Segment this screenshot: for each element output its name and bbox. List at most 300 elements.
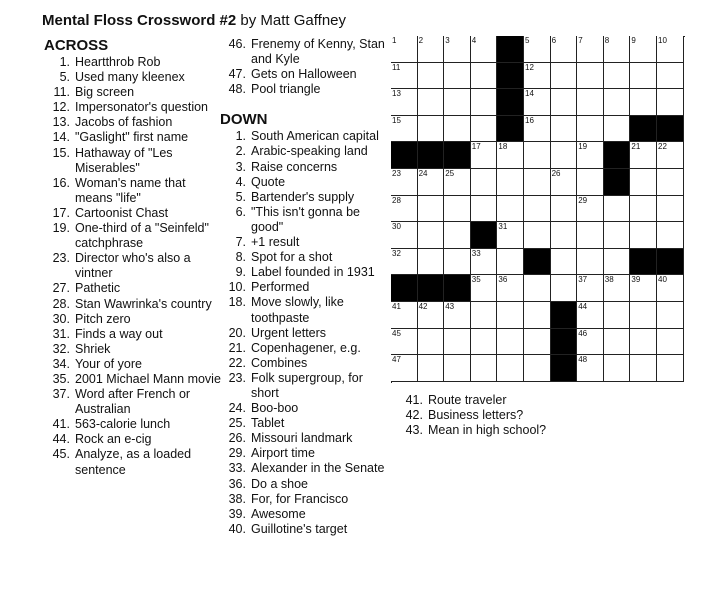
across-clue — [220, 37, 390, 67]
down-clue — [220, 160, 390, 175]
grid-cell[interactable] — [551, 36, 578, 63]
clue-number: 10. — [228, 280, 246, 295]
clue-text: Pathetic — [75, 281, 121, 296]
across-clue — [44, 312, 224, 327]
grid-cell[interactable] — [497, 222, 524, 249]
grid-cell[interactable] — [604, 222, 631, 249]
grid-cell[interactable] — [577, 169, 604, 196]
grid-cell[interactable] — [604, 116, 631, 143]
down-clue — [397, 423, 597, 438]
clue-column-3 — [397, 393, 597, 438]
grid-cell[interactable] — [657, 89, 684, 116]
grid-cell[interactable] — [391, 355, 418, 382]
grid-cell[interactable] — [577, 249, 604, 276]
grid-cell[interactable] — [657, 169, 684, 196]
grid-cell[interactable] — [524, 222, 551, 249]
grid-cell[interactable] — [657, 63, 684, 90]
grid-cell[interactable] — [418, 169, 445, 196]
grid-cell[interactable] — [630, 36, 657, 63]
black-square — [471, 222, 498, 249]
across-clue — [44, 417, 224, 432]
black-square — [444, 142, 471, 169]
grid-cell[interactable] — [471, 355, 498, 382]
black-square — [497, 36, 524, 63]
across-clue — [44, 297, 224, 312]
grid-cell[interactable] — [444, 302, 471, 329]
grid-cell[interactable] — [444, 36, 471, 63]
across-clue — [44, 387, 224, 417]
clue-text: Heartthrob Rob — [75, 55, 161, 69]
cell-number: 19 — [578, 142, 588, 152]
cell-number: 3 — [445, 36, 450, 45]
grid-cell[interactable] — [418, 302, 445, 329]
grid-cell[interactable] — [471, 302, 498, 329]
grid-cell[interactable] — [471, 63, 498, 90]
clue-number: 22. — [228, 355, 246, 370]
grid-cell[interactable] — [657, 355, 684, 382]
clue-text: Cartoonist Chast — [75, 205, 169, 220]
black-square — [657, 249, 684, 276]
clue-number: 13. — [52, 115, 70, 130]
grid-cell[interactable] — [657, 302, 684, 329]
down-clue — [220, 371, 390, 401]
grid-cell[interactable] — [391, 222, 418, 249]
clue-number: 42. — [405, 408, 423, 423]
down-clue — [397, 393, 597, 408]
clue-number: 29. — [228, 446, 246, 461]
grid-cell[interactable] — [604, 249, 631, 276]
grid-cell[interactable] — [418, 249, 445, 276]
across-clue — [44, 357, 224, 372]
grid-cell[interactable] — [497, 169, 524, 196]
cell-number: 37 — [578, 275, 588, 285]
clue-number: 3. — [235, 159, 246, 174]
grid-cell[interactable] — [524, 329, 551, 356]
cell-number: 4 — [471, 36, 477, 45]
black-square — [444, 275, 471, 302]
clue-number: 25. — [228, 416, 246, 431]
across-heading: ACROSS — [44, 37, 109, 54]
across-clue — [44, 130, 224, 145]
clue-number: 2. — [235, 144, 246, 159]
clue-text: Urgent letters — [251, 325, 327, 340]
grid-cell[interactable] — [604, 302, 631, 329]
grid-cell[interactable] — [630, 196, 657, 223]
clue-number: 31. — [52, 326, 70, 341]
grid-cell[interactable] — [630, 302, 657, 329]
grid-cell[interactable] — [577, 116, 604, 143]
grid-cell[interactable] — [418, 89, 445, 116]
grid-cell[interactable] — [630, 89, 657, 116]
grid-cell[interactable] — [524, 196, 551, 223]
cell-number: 18 — [498, 142, 508, 152]
across-clue — [44, 372, 224, 387]
grid-cell[interactable] — [577, 63, 604, 90]
grid-cell[interactable] — [524, 302, 551, 329]
cell-number: 15 — [392, 115, 401, 125]
grid-cell[interactable] — [657, 142, 684, 169]
cell-number: 29 — [578, 195, 588, 205]
cell-number: 41 — [392, 302, 401, 311]
across-clue — [220, 82, 390, 97]
down-clue — [220, 356, 390, 371]
grid-cell[interactable] — [471, 142, 498, 169]
down-clue — [220, 477, 390, 492]
clue-text: Do a shoe — [251, 476, 308, 491]
grid-cell[interactable] — [471, 249, 498, 276]
grid-cell[interactable] — [551, 63, 578, 90]
grid-cell[interactable] — [418, 329, 445, 356]
clue-text: Business letters? — [428, 408, 524, 423]
grid-cell[interactable] — [444, 355, 471, 382]
grid-cell[interactable] — [497, 302, 524, 329]
cell-number: 9 — [631, 36, 636, 45]
black-square — [418, 275, 445, 302]
clue-text: Stan Wawrinka's country — [75, 296, 212, 311]
down-clue-list — [220, 129, 390, 537]
down-clue — [220, 401, 390, 416]
across-column-1 — [44, 37, 224, 478]
cell-number: 25 — [445, 169, 455, 178]
grid-cell[interactable] — [630, 275, 657, 302]
grid-cell[interactable] — [604, 36, 631, 63]
grid-cell[interactable] — [657, 222, 684, 249]
clue-text: Awesome — [251, 506, 306, 521]
clue-number: 40. — [228, 521, 246, 536]
clue-number: 18. — [228, 295, 246, 310]
grid-cell[interactable] — [551, 275, 578, 302]
grid-cell[interactable] — [444, 249, 471, 276]
grid-cell[interactable] — [471, 36, 498, 63]
clue-text: Performed — [251, 280, 310, 295]
cell-number: 21 — [631, 142, 641, 152]
cell-number: 43 — [445, 302, 455, 311]
grid-cell[interactable] — [551, 249, 578, 276]
across-clue — [44, 206, 224, 221]
cell-number: 1 — [392, 36, 397, 45]
cell-number: 46 — [578, 328, 588, 338]
clue-number: 43. — [405, 423, 423, 438]
grid-cell[interactable] — [577, 142, 604, 169]
cell-number: 38 — [604, 275, 614, 285]
clue-number: 30. — [52, 311, 70, 326]
grid-cell[interactable] — [497, 355, 524, 382]
down-clue — [220, 341, 390, 356]
grid-cell[interactable] — [391, 196, 418, 223]
grid-cell[interactable] — [444, 63, 471, 90]
grid-cell[interactable] — [577, 222, 604, 249]
clue-number: 14. — [52, 130, 70, 145]
clue-number: 24. — [228, 401, 246, 416]
clue-text: Woman's name that means "life" — [75, 175, 186, 205]
clue-text: Your of yore — [75, 356, 142, 371]
grid-cell[interactable] — [418, 196, 445, 223]
clue-text: Bartender's supply — [251, 189, 355, 204]
black-square — [551, 302, 578, 329]
clue-number: 46. — [228, 37, 246, 51]
grid-cell[interactable] — [497, 329, 524, 356]
clue-text: Impersonator's question — [75, 100, 209, 115]
grid-cell[interactable] — [391, 329, 418, 356]
across-clue-list-continued — [220, 37, 390, 97]
cell-number: 35 — [471, 275, 481, 285]
grid-cell[interactable] — [551, 142, 578, 169]
puzzle-title — [42, 12, 346, 29]
clue-text: Gets on Halloween — [251, 67, 357, 82]
cell-number: 16 — [525, 115, 534, 125]
grid-cell[interactable] — [444, 89, 471, 116]
grid-cell[interactable] — [657, 196, 684, 223]
clue-number: 11. — [53, 85, 70, 100]
grid-cell[interactable] — [524, 116, 551, 143]
grid-cell[interactable] — [418, 116, 445, 143]
grid-cell[interactable] — [577, 89, 604, 116]
down-clue — [220, 144, 390, 159]
clue-number: 47. — [228, 67, 246, 82]
clue-number: 9. — [235, 265, 246, 280]
clue-text: Mean in high school? — [428, 423, 547, 438]
clue-number: 6. — [235, 204, 246, 219]
clue-text: Route traveler — [428, 393, 507, 407]
grid-cell[interactable] — [524, 36, 551, 63]
grid-cell[interactable] — [551, 89, 578, 116]
grid-cell[interactable] — [577, 355, 604, 382]
grid-cell[interactable] — [577, 302, 604, 329]
down-clue — [220, 235, 390, 250]
grid-cell[interactable] — [551, 222, 578, 249]
black-square — [524, 249, 551, 276]
down-clue — [220, 129, 390, 144]
clue-number: 17. — [52, 205, 70, 220]
down-clue — [220, 280, 390, 295]
clue-number: 26. — [228, 431, 246, 446]
grid-cell[interactable] — [630, 63, 657, 90]
clue-text: Big screen — [75, 85, 135, 100]
clue-text: Shriek — [75, 341, 111, 356]
black-square — [604, 142, 631, 169]
clue-text: Folk supergroup, for short — [251, 370, 363, 400]
across-clue — [44, 70, 224, 85]
clue-number: 16. — [52, 175, 70, 190]
grid-cell[interactable] — [630, 169, 657, 196]
across-clue — [220, 67, 390, 82]
grid-cell[interactable] — [657, 275, 684, 302]
title-author: by Matt Gaffney — [240, 12, 346, 29]
grid-cell[interactable] — [604, 275, 631, 302]
cell-number: 13 — [392, 89, 401, 99]
black-square — [630, 249, 657, 276]
grid-cell[interactable] — [604, 63, 631, 90]
grid-cell[interactable] — [444, 169, 471, 196]
grid-cell[interactable] — [630, 142, 657, 169]
cell-number: 36 — [498, 275, 508, 285]
grid-cell[interactable] — [444, 222, 471, 249]
across-clue — [44, 55, 224, 70]
grid-cell[interactable] — [391, 302, 418, 329]
grid-cell[interactable] — [524, 169, 551, 196]
across-clue — [44, 100, 224, 115]
grid-cell[interactable] — [418, 63, 445, 90]
grid-cell[interactable] — [630, 355, 657, 382]
clue-text: 2001 Michael Mann movie — [75, 371, 221, 386]
across-clue — [44, 176, 224, 206]
clue-text: "Gaslight" first name — [75, 130, 189, 145]
down-clue — [220, 190, 390, 205]
down-clue — [397, 408, 597, 423]
grid-cell[interactable] — [524, 355, 551, 382]
grid-cell[interactable] — [577, 275, 604, 302]
grid-cell[interactable] — [604, 329, 631, 356]
cell-number: 11 — [392, 62, 401, 72]
clue-number: 45. — [52, 447, 70, 462]
clue-text: Rock an e-cig — [75, 432, 152, 447]
down-clue — [220, 416, 390, 431]
grid-cell[interactable] — [630, 222, 657, 249]
grid-cell[interactable] — [497, 275, 524, 302]
grid-cell[interactable] — [471, 169, 498, 196]
cell-number: 8 — [604, 36, 610, 45]
grid-cell[interactable] — [604, 89, 631, 116]
grid-cell[interactable] — [577, 329, 604, 356]
clue-number: 7. — [235, 235, 246, 250]
grid-cell[interactable] — [497, 142, 524, 169]
down-clue — [220, 507, 390, 522]
grid-cell[interactable] — [577, 196, 604, 223]
grid-cell[interactable] — [524, 89, 551, 116]
cell-number: 24 — [418, 169, 428, 178]
clue-number: 5. — [235, 189, 246, 204]
grid-cell[interactable] — [551, 169, 578, 196]
grid-cell[interactable] — [551, 196, 578, 223]
grid-cell[interactable] — [391, 89, 418, 116]
grid-cell[interactable] — [630, 329, 657, 356]
grid-cell[interactable] — [497, 196, 524, 223]
clue-text: Boo-boo — [251, 401, 299, 416]
across-clue — [44, 342, 224, 357]
across-clue — [44, 447, 224, 477]
grid-cell[interactable] — [444, 116, 471, 143]
down-heading: DOWN — [220, 111, 268, 129]
clue-text: 563-calorie lunch — [75, 417, 171, 432]
clue-text: Hathaway of "Les Miserables" — [75, 145, 173, 175]
down-clue-list-continued — [397, 393, 597, 438]
clue-text: Director who's also a vintner — [75, 251, 191, 281]
cell-number: 39 — [631, 275, 641, 285]
grid-cell[interactable] — [418, 36, 445, 63]
grid-cell[interactable] — [391, 116, 418, 143]
clue-number: 41. — [52, 417, 70, 432]
grid-cell[interactable] — [391, 169, 418, 196]
grid-cell[interactable] — [418, 222, 445, 249]
clue-text: Finds a way out — [75, 326, 163, 341]
clue-number: 1. — [235, 129, 246, 144]
grid-cell[interactable] — [604, 196, 631, 223]
clue-number: 34. — [52, 356, 70, 371]
grid-cell[interactable] — [471, 329, 498, 356]
grid-cell[interactable] — [551, 116, 578, 143]
black-square — [497, 116, 524, 143]
down-clue — [220, 431, 390, 446]
clue-text: Quote — [251, 174, 286, 189]
cell-number: 44 — [578, 302, 588, 311]
clue-text: Tablet — [251, 416, 285, 431]
clue-text: Raise concerns — [251, 159, 338, 174]
clue-number: 36. — [228, 476, 246, 491]
grid-cell[interactable] — [391, 36, 418, 63]
clue-number: 41. — [405, 393, 423, 407]
grid-cell[interactable] — [657, 36, 684, 63]
across-clue — [44, 221, 224, 251]
grid-cell[interactable] — [471, 116, 498, 143]
clue-text: Move slowly, like toothpaste — [251, 295, 344, 325]
cell-number: 5 — [525, 36, 530, 45]
cell-number: 33 — [471, 248, 481, 258]
clue-number: 23. — [228, 370, 246, 385]
clue-number: 32. — [52, 341, 70, 356]
grid-cell[interactable] — [497, 249, 524, 276]
grid-cell[interactable] — [444, 196, 471, 223]
clue-text: Airport time — [251, 446, 315, 461]
clue-text: Pitch zero — [75, 311, 131, 326]
clue-number: 5. — [59, 70, 70, 85]
grid-cell[interactable] — [524, 275, 551, 302]
black-square — [418, 142, 445, 169]
grid-cell[interactable] — [418, 355, 445, 382]
grid-cell[interactable] — [657, 329, 684, 356]
grid-cell[interactable] — [604, 355, 631, 382]
cell-number: 14 — [525, 89, 534, 99]
clue-number: 38. — [228, 491, 246, 506]
down-clue — [220, 326, 390, 341]
down-clue — [220, 205, 390, 235]
clue-number: 4. — [235, 174, 246, 189]
across-clue — [44, 85, 224, 100]
clue-text: Frenemy of Kenny, Stan and Kyle — [251, 37, 385, 67]
clue-text: Combines — [251, 355, 308, 370]
cell-number: 22 — [658, 142, 667, 152]
across-clue — [44, 327, 224, 342]
grid-cell[interactable] — [391, 249, 418, 276]
cell-number: 10 — [658, 36, 667, 45]
cell-number: 45 — [392, 328, 401, 338]
grid-cell[interactable] — [391, 63, 418, 90]
down-clue — [220, 175, 390, 190]
grid-cell[interactable] — [471, 275, 498, 302]
clue-text: Spot for a shot — [251, 250, 333, 265]
grid-cell[interactable] — [444, 329, 471, 356]
cell-number: 23 — [392, 169, 401, 178]
black-square — [551, 329, 578, 356]
cell-number: 17 — [471, 142, 481, 152]
cell-number: 48 — [578, 355, 588, 365]
grid-cell[interactable] — [471, 89, 498, 116]
grid-cell[interactable] — [524, 142, 551, 169]
clue-column-2 — [220, 37, 390, 537]
clue-number: 27. — [52, 281, 70, 296]
black-square — [391, 275, 418, 302]
down-clue — [220, 522, 390, 537]
grid-cell[interactable] — [471, 196, 498, 223]
cell-number: 26 — [551, 169, 561, 178]
black-square — [604, 169, 631, 196]
clue-text: Copenhagener, e.g. — [251, 340, 361, 355]
down-clue — [220, 295, 390, 325]
grid-cell[interactable] — [577, 36, 604, 63]
cell-number: 32 — [392, 248, 401, 258]
cell-number: 30 — [392, 222, 401, 232]
grid-cell[interactable] — [524, 63, 551, 90]
clue-text: Missouri landmark — [251, 431, 353, 446]
